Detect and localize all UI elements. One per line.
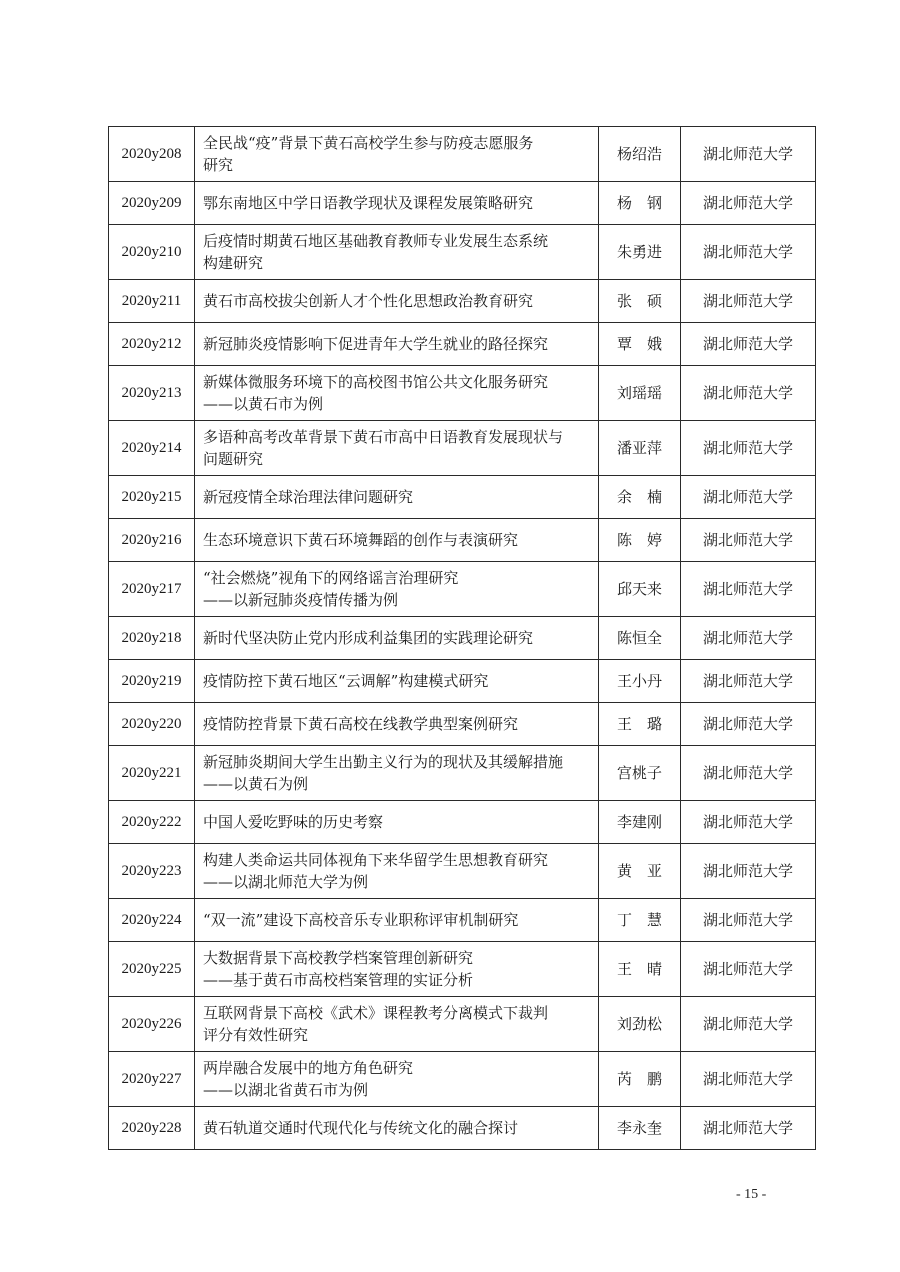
project-title: 新冠疫情全球治理法律问题研究 [195, 476, 599, 519]
project-title: 黄石市高校拔尖创新人才个性化思想政治教育研究 [195, 280, 599, 323]
project-title: 生态环境意识下黄石环境舞蹈的创作与表演研究 [195, 519, 599, 562]
table-row [109, 703, 816, 746]
table-row [109, 366, 816, 421]
table-row [109, 421, 816, 476]
project-author: 陈 婷 [599, 519, 681, 562]
project-author: 王小丹 [599, 660, 681, 703]
project-author: 李建刚 [599, 801, 681, 844]
table-row [109, 899, 816, 942]
project-id: 2020y208 [109, 127, 195, 182]
project-author: 刘瑶瑶 [599, 366, 681, 421]
project-id: 2020y218 [109, 617, 195, 660]
project-table [108, 126, 816, 1150]
project-id: 2020y228 [109, 1107, 195, 1150]
project-institution: 湖北师范大学 [681, 366, 816, 421]
project-author: 余 楠 [599, 476, 681, 519]
project-id: 2020y225 [109, 942, 195, 997]
project-title: 两岸融合发展中的地方角色研究 ——以湖北省黄石市为例 [195, 1052, 599, 1107]
project-author: 陈恒全 [599, 617, 681, 660]
project-id: 2020y219 [109, 660, 195, 703]
project-author: 芮 鹏 [599, 1052, 681, 1107]
project-institution: 湖北师范大学 [681, 1052, 816, 1107]
project-institution: 湖北师范大学 [681, 323, 816, 366]
table-row [109, 1052, 816, 1107]
project-author: 朱勇进 [599, 225, 681, 280]
table-row [109, 519, 816, 562]
table-row [109, 746, 816, 801]
project-title: 全民战“疫”背景下黄石高校学生参与防疫志愿服务 研究 [195, 127, 599, 182]
project-id: 2020y221 [109, 746, 195, 801]
project-title: 构建人类命运共同体视角下来华留学生思想教育研究 ——以湖北师范大学为例 [195, 844, 599, 899]
project-author: 杨绍浩 [599, 127, 681, 182]
project-id: 2020y216 [109, 519, 195, 562]
project-title: 新媒体微服务环境下的高校图书馆公共文化服务研究 ——以黄石市为例 [195, 366, 599, 421]
project-id: 2020y209 [109, 182, 195, 225]
project-institution: 湖北师范大学 [681, 1107, 816, 1150]
project-id: 2020y223 [109, 844, 195, 899]
table-row [109, 844, 816, 899]
project-author: 邱天来 [599, 562, 681, 617]
project-institution: 湖北师范大学 [681, 942, 816, 997]
project-title: 新时代坚决防止党内形成利益集团的实践理论研究 [195, 617, 599, 660]
table-row [109, 127, 816, 182]
project-institution: 湖北师范大学 [681, 519, 816, 562]
project-id: 2020y214 [109, 421, 195, 476]
table-row [109, 323, 816, 366]
project-institution: 湖北师范大学 [681, 182, 816, 225]
project-institution: 湖北师范大学 [681, 746, 816, 801]
project-title: 疫情防控下黄石地区“云调解”构建模式研究 [195, 660, 599, 703]
project-author: 潘亚萍 [599, 421, 681, 476]
project-title: 新冠肺炎疫情影响下促进青年大学生就业的路径探究 [195, 323, 599, 366]
table-row [109, 476, 816, 519]
project-author: 丁 慧 [599, 899, 681, 942]
project-id: 2020y210 [109, 225, 195, 280]
project-author: 刘劲松 [599, 997, 681, 1052]
project-institution: 湖北师范大学 [681, 476, 816, 519]
project-institution: 湖北师范大学 [681, 703, 816, 746]
table-row [109, 182, 816, 225]
project-id: 2020y222 [109, 801, 195, 844]
table-row [109, 225, 816, 280]
project-list-sheet [108, 126, 815, 1150]
project-table-body [109, 127, 816, 1150]
project-institution: 湖北师范大学 [681, 899, 816, 942]
project-author: 杨 钢 [599, 182, 681, 225]
table-row [109, 1107, 816, 1150]
project-author: 覃 娥 [599, 323, 681, 366]
project-title: “双一流”建设下高校音乐专业职称评审机制研究 [195, 899, 599, 942]
project-institution: 湖北师范大学 [681, 562, 816, 617]
project-title: 互联网背景下高校《武术》课程教考分离模式下裁判 评分有效性研究 [195, 997, 599, 1052]
project-author: 李永奎 [599, 1107, 681, 1150]
project-title: 疫情防控背景下黄石高校在线教学典型案例研究 [195, 703, 599, 746]
project-institution: 湖北师范大学 [681, 801, 816, 844]
project-institution: 湖北师范大学 [681, 617, 816, 660]
project-author: 王 璐 [599, 703, 681, 746]
project-id: 2020y217 [109, 562, 195, 617]
project-author: 张 硕 [599, 280, 681, 323]
project-author: 王 晴 [599, 942, 681, 997]
project-title: 大数据背景下高校教学档案管理创新研究 ——基于黄石市高校档案管理的实证分析 [195, 942, 599, 997]
project-id: 2020y224 [109, 899, 195, 942]
table-row [109, 942, 816, 997]
project-institution: 湖北师范大学 [681, 660, 816, 703]
project-institution: 湖北师范大学 [681, 127, 816, 182]
table-row [109, 617, 816, 660]
project-institution: 湖北师范大学 [681, 844, 816, 899]
project-id: 2020y227 [109, 1052, 195, 1107]
table-row [109, 801, 816, 844]
project-institution: 湖北师范大学 [681, 997, 816, 1052]
table-row [109, 562, 816, 617]
project-title: 中国人爱吃野味的历史考察 [195, 801, 599, 844]
project-institution: 湖北师范大学 [681, 225, 816, 280]
project-id: 2020y212 [109, 323, 195, 366]
project-title: 黄石轨道交通时代现代化与传统文化的融合探讨 [195, 1107, 599, 1150]
project-author: 宫桃子 [599, 746, 681, 801]
project-id: 2020y215 [109, 476, 195, 519]
project-title: 后疫情时期黄石地区基础教育教师专业发展生态系统 构建研究 [195, 225, 599, 280]
table-row [109, 660, 816, 703]
project-institution: 湖北师范大学 [681, 421, 816, 476]
project-institution: 湖北师范大学 [681, 280, 816, 323]
project-id: 2020y220 [109, 703, 195, 746]
project-title: 新冠肺炎期间大学生出勤主义行为的现状及其缓解措施 ——以黄石为例 [195, 746, 599, 801]
project-title: “社会燃烧”视角下的网络谣言治理研究 ——以新冠肺炎疫情传播为例 [195, 562, 599, 617]
project-id: 2020y213 [109, 366, 195, 421]
project-title: 鄂东南地区中学日语教学现状及课程发展策略研究 [195, 182, 599, 225]
project-id: 2020y226 [109, 997, 195, 1052]
project-title: 多语种高考改革背景下黄石市高中日语教育发展现状与 问题研究 [195, 421, 599, 476]
page-number: - 15 - [736, 1187, 767, 1202]
project-author: 黄 亚 [599, 844, 681, 899]
table-row [109, 280, 816, 323]
project-id: 2020y211 [109, 280, 195, 323]
table-row [109, 997, 816, 1052]
